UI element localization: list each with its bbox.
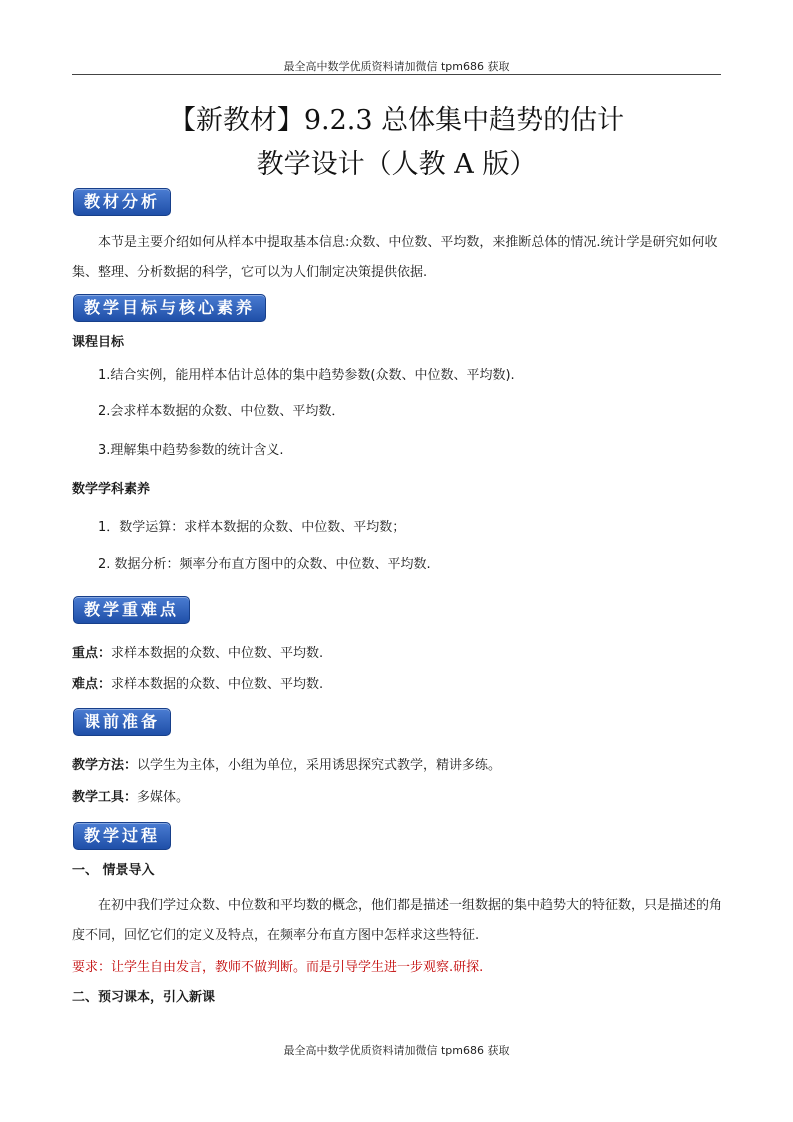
- tools-line: [72, 788, 723, 808]
- document-title: 【新教材】9.2.3 总体集中趋势的估计: [168, 105, 625, 136]
- tools-text: 多媒体。: [137, 790, 190, 805]
- difficulty-line: [72, 675, 723, 695]
- tools-label: 教学工具：: [72, 790, 138, 805]
- focus-label: 重点：: [72, 646, 112, 661]
- focus-text: 求样本数据的众数、中位数、平均数.: [111, 646, 324, 661]
- course-goal-item: 2.会求样本数据的众数、中位数、平均数．: [98, 404, 345, 419]
- focus-line: [72, 644, 723, 664]
- section-badge-preparation: 课前准备: [73, 708, 171, 736]
- step2-heading: 二、预习课本，引入新课: [72, 990, 216, 1005]
- page-footer: 最全高中数学优质资料请加微信 tpm686 获取: [283, 1044, 510, 1057]
- analysis-paragraph: 本节是主要介绍如何从样本中提取基本信息:众数、中位数、平均数，来推断总体的情况.统计学是研究如何收集、整理、分析数据的科学，它可以为人们制定决策提供依据.: [72, 235, 718, 280]
- section-badge-goals: 教学目标与核心素养: [73, 294, 266, 322]
- method-text: 以学生为主体，小组为单位，采用诱思探究式教学，精讲多练。: [137, 758, 502, 773]
- literacy-item: 2. 数据分析：频率分布直方图中的众数、中位数、平均数.: [98, 557, 431, 572]
- difficulty-text: 求样本数据的众数、中位数、平均数.: [111, 677, 324, 692]
- literacy-heading: 数学学科素养: [72, 482, 151, 497]
- course-goal-item: 3.理解集中趋势参数的统计含义.: [98, 443, 284, 458]
- course-goal-item: 1.结合实例，能用样本估计总体的集中趋势参数(众数、中位数、平均数).: [98, 368, 515, 383]
- literacy-item: 1．数学运算：求样本数据的众数、中位数、平均数；: [98, 520, 406, 535]
- difficulty-label: 难点：: [72, 677, 112, 692]
- document-subtitle: 教学设计（人教 A 版）: [256, 149, 537, 180]
- course-goals-heading: 课程目标: [72, 335, 125, 350]
- step1-paragraph: 在初中我们学过众数、中位数和平均数的概念，他们都是描述一组数据的集中趋势大的特征数，只是描述的角度不同，回忆它们的定义及特点，在频率分布直方图中怎样求这些特征.: [72, 898, 723, 943]
- section-badge-analysis: 教材分析: [73, 188, 171, 216]
- section-badge-key-points: 教学重难点: [73, 596, 190, 624]
- method-line: [72, 756, 723, 776]
- page-header: 最全高中数学优质资料请加微信 tpm686 获取: [72, 58, 721, 75]
- step1-heading: 一、 情景导入: [72, 863, 155, 878]
- section-badge-process: 教学过程: [73, 822, 171, 850]
- requirement-note: 要求：让学生自由发言，教师不做判断。而是引导学生进一步观察.研探.: [72, 960, 484, 975]
- method-label: 教学方法：: [72, 758, 138, 773]
